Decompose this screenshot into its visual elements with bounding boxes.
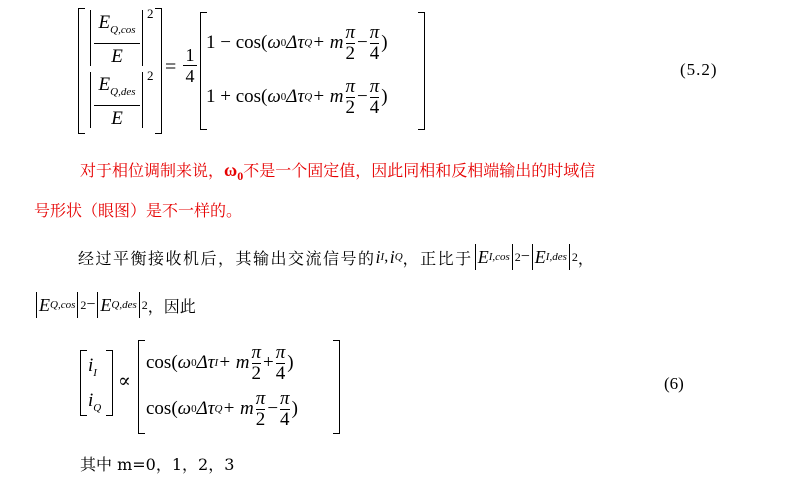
eq52-bot-den: E bbox=[111, 108, 123, 129]
eq52-right-bracket bbox=[155, 8, 162, 134]
eq6-proportional-symbol: ∝ bbox=[118, 371, 131, 392]
red-paragraph-line-2: 号形状（眼图）是不一样的。 bbox=[34, 201, 243, 220]
equation-5-2 bbox=[0, 0, 798, 140]
eq52-bot-power: 2 bbox=[147, 68, 154, 83]
eq52-abs-bot-left bbox=[90, 72, 91, 128]
eq52-bot-E: E bbox=[98, 74, 111, 95]
eq52-abs-top-left bbox=[90, 10, 91, 66]
eq6-row-1: cos( ω 0 Δτ I + m $\frac{\pi}{2}$ + $\frac{\pi}{4}$ ) bbox=[146, 341, 294, 384]
paragraph-therefore: E Q,cos 2 − E Q,des 2 ，因此 bbox=[34, 292, 196, 318]
paragraph-balanced-receiver: 经过平衡接收机后，其输出交流信号的 i I , i Q ，正比于 E I,cos 2 − E I,des 2 ， bbox=[78, 244, 595, 270]
equation-6 bbox=[0, 330, 798, 440]
footer-m-values: 其中 m=0，1，2，3 bbox=[80, 455, 235, 474]
eq6-vector-right-bracket bbox=[106, 350, 113, 416]
eq52-top-den: E bbox=[111, 46, 123, 67]
red-paragraph-line-1: 对于相位调制来说，$\omega_0$不是一个固定值，因此同相和反相端输出的时域信 bbox=[80, 160, 596, 183]
eq6-vector-left-bracket bbox=[80, 350, 87, 416]
eq52-inner-right-bracket bbox=[418, 12, 425, 130]
eq6-row-2: cos( ω 0 Δτ Q + m $\frac{\pi}{2}$ − $\frac{\pi}{4}$ ) bbox=[146, 387, 298, 430]
eq6-current-vector: $i_I$ $i_Q$ bbox=[88, 355, 102, 414]
eq52-equals: = bbox=[165, 56, 177, 78]
eq52-left-bracket bbox=[78, 8, 85, 134]
eq52-top-fraction: $E_{Q,cos}$ E bbox=[94, 10, 140, 70]
eq52-row-2: 1 + cos( ω 0 Δτ Q + m $\frac{\pi}{2}$ − $\frac{\pi}{4}$ ) bbox=[206, 75, 388, 118]
eq52-row-1: 1 − cos( ω 0 Δτ Q + m $\frac{\pi}{2}$ − $\frac{\pi}{4}$ ) bbox=[206, 21, 388, 64]
eq52-top-E: E bbox=[98, 12, 111, 33]
eq52-abs-top-right bbox=[142, 10, 143, 66]
eq6-matrix-right-bracket bbox=[333, 340, 340, 434]
eq6-number: (6) bbox=[664, 374, 684, 393]
eq52-bot-fraction: $E_{Q,des}$ E bbox=[94, 72, 140, 132]
eq52-abs-bot-right bbox=[142, 72, 143, 128]
eq6-matrix-left-bracket bbox=[138, 340, 145, 434]
eq52-number: (5.2) bbox=[680, 60, 718, 79]
eq52-top-power: 2 bbox=[147, 6, 154, 21]
eq52-coefficient: 1 4 bbox=[183, 45, 197, 86]
